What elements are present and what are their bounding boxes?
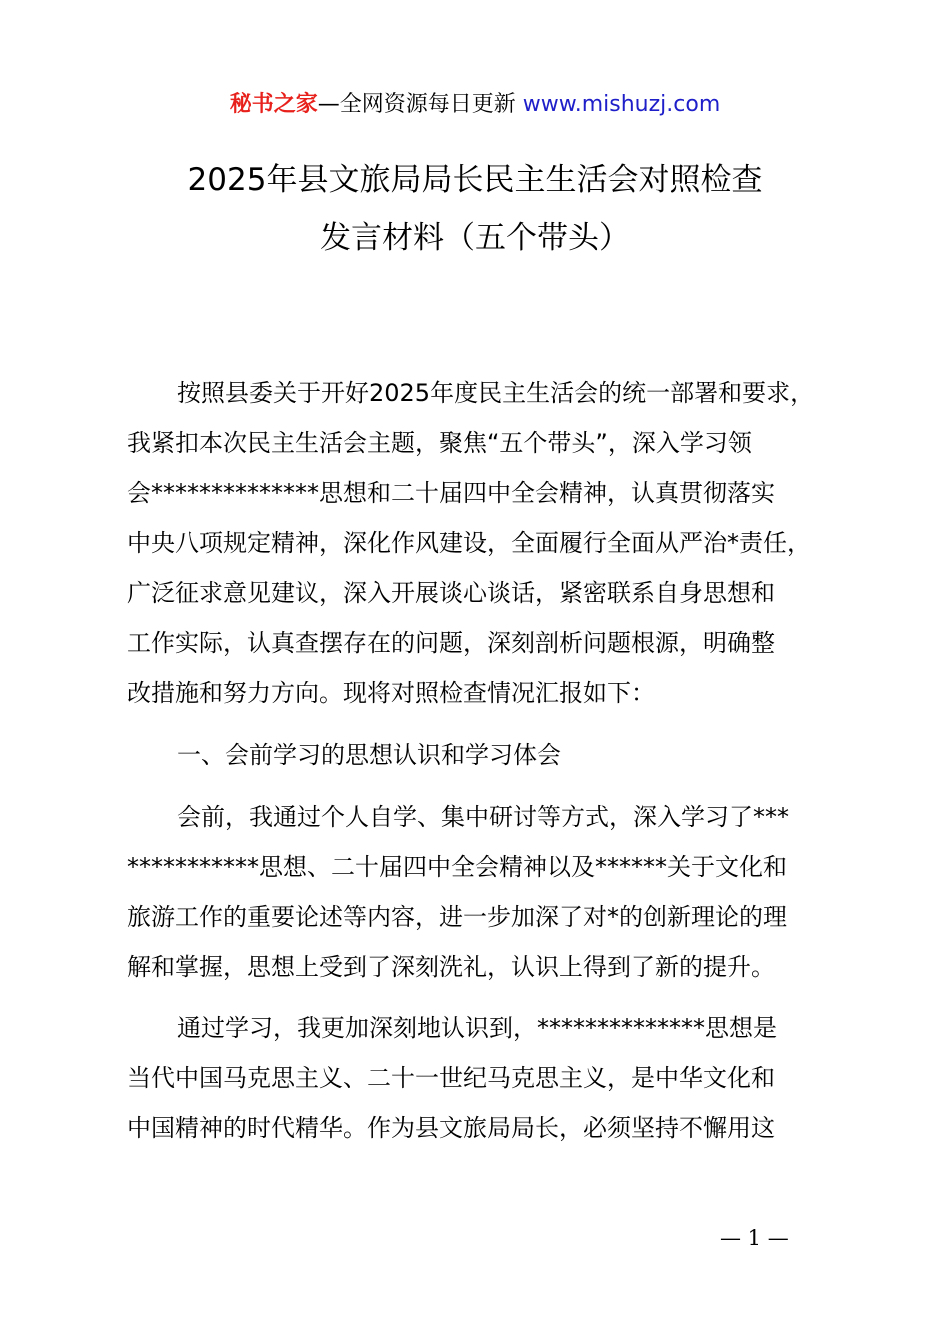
paragraph-line: 按照县委关于开好2025年度民主生活会的统一部署和要求， — [177, 379, 815, 407]
paragraph-line: 解和掌握，思想上受到了深刻洗礼，认识上得到了新的提升。 — [127, 953, 775, 981]
paragraph-intro — [127, 368, 837, 718]
paragraph-line: 旅游工作的重要论述等内容，进一步加深了对*的创新理论的理 — [127, 903, 787, 931]
paragraph-line: 通过学习，我更加深刻地认识到，**************思想是 — [177, 1014, 777, 1042]
paragraph-line: 中央八项规定精神，深化作风建设，全面履行全面从严治*责任， — [127, 529, 811, 557]
title-line-1: 2025年县文旅局局长民主生活会对照检查 — [187, 162, 763, 198]
title-line-2: 发言材料（五个带头） — [320, 220, 630, 256]
page-number: — 1 — — [720, 1226, 789, 1250]
paragraph-line: ***********思想、二十届四中全会精神以及******关于文化和 — [127, 853, 787, 881]
paragraph-study — [127, 792, 837, 992]
paragraph-understanding — [127, 1003, 837, 1153]
paragraph-line: 会**************思想和二十届四中全会精神，认真贯彻落实 — [127, 479, 775, 507]
paragraph-line: 当代中国马克思主义、二十一世纪马克思主义，是中华文化和 — [127, 1064, 775, 1092]
section-heading: 一、会前学习的思想认识和学习体会 — [177, 741, 561, 769]
paragraph-line: 改措施和努力方向。现将对照检查情况汇报如下： — [127, 679, 655, 707]
header-tagline: —全网资源每日更新 — [317, 92, 523, 117]
site-url[interactable]: www.mishuzj.com — [522, 92, 721, 117]
paragraph-line: 广泛征求意见建议，深入开展谈心谈话，紧密联系自身思想和 — [127, 579, 775, 607]
paragraph-line: 中国精神的时代精华。作为县文旅局局长，必须坚持不懈用这 — [127, 1114, 775, 1142]
document-title — [0, 157, 950, 261]
site-header — [0, 88, 950, 122]
brand-name: 秘书之家 — [229, 92, 318, 117]
paragraph-line: 工作实际，认真查摆存在的问题，深刻剖析问题根源，明确整 — [127, 629, 775, 657]
paragraph-line: 我紧扣本次民主生活会主题，聚焦“五个带头”，深入学习领 — [127, 429, 752, 457]
paragraph-line: 会前，我通过个人自学、集中研讨等方式，深入学习了*** — [177, 803, 789, 831]
